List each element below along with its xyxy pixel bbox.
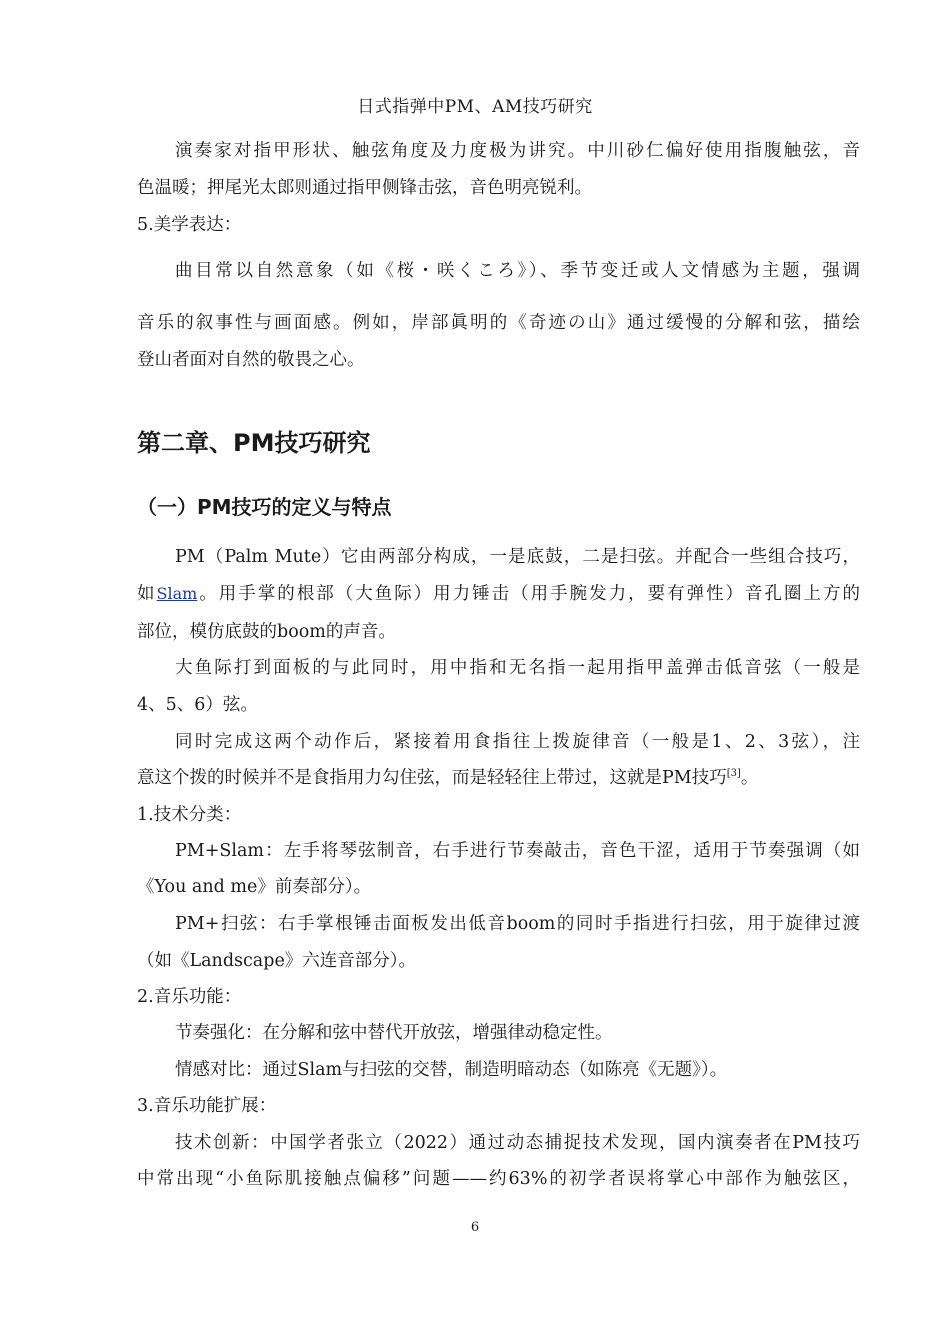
paragraph-line: PM+扫弦：右手掌根锤击面板发出低音boom的同时手指进行扫弦，用于旋律过渡 — [175, 914, 860, 934]
citation-ref[interactable]: [3] — [726, 768, 741, 780]
paragraph-line: 演奏家对指甲形状、触弦角度及力度极为讲究。中川砂仁偏好使用指腹触弦，音 — [175, 141, 860, 161]
paragraph-line: （如《Landscape》六连音部分）。 — [137, 951, 417, 971]
paragraph-line: 情感对比：通过Slam与扫弦的交替，制造明暗动态（如陈亮《无题》）。 — [175, 1060, 728, 1080]
list-heading: 5.美学表达： — [137, 215, 242, 235]
text-fragment: 。用手掌的根部（大鱼际）用力锤击（用手腕发力，要有弹性）音孔圈上方的 — [197, 584, 861, 604]
paragraph-line: 技术创新：中国学者张立（2022）通过动态捕捉技术发现，国内演奏者在PM技巧 — [175, 1133, 860, 1153]
paragraph-line: 同时完成这两个动作后，紧接着用食指往上拨旋律音（一般是1、2、3弦），注 — [175, 732, 860, 752]
paragraph-line: PM（Palm Mute）它由两部分构成，一是底鼓，二是扫弦。并配合一些组合技巧， — [175, 547, 860, 567]
text-fragment: 意这个拨的时候并不是食指用力勾住弦，而是轻轻往上带过，这就是PM技巧 — [137, 768, 727, 788]
paragraph-line: 色温暖；押尾光太郎则通过指甲侧锋击弦，音色明亮锐利。 — [137, 178, 592, 198]
paragraph-line — [137, 768, 860, 788]
paragraph-line: 大鱼际打到面板的与此同时，用中指和无名指一起用指甲盖弹击低音弦（一般是 — [175, 658, 860, 678]
chapter-title: 第二章、PM技巧研究 — [137, 429, 371, 457]
paragraph-line: PM+Slam：左手将琴弦制音，右手进行节奏敲击，音色干涩，适用于节奏强调（如 — [175, 841, 860, 861]
paragraph-line: 中常出现“小鱼际肌接触点偏移”问题——约63%的初学者误将掌心中部作为触弦区， — [137, 1169, 860, 1189]
paragraph-line: 《You and me》前奏部分）。 — [137, 877, 372, 897]
running-header: 日式指弹中PM、AM技巧研究 — [357, 97, 593, 117]
slam-link[interactable]: Slam — [156, 584, 198, 603]
page-number: 6 — [470, 1220, 480, 1235]
list-heading: 2.音乐功能： — [137, 987, 242, 1007]
paragraph-line: 4、5、6）弦。 — [137, 695, 258, 715]
paragraph-line: 曲目常以自然意象（如《桜・咲くころ》）、季节变迁或人文情感为主题，强调 — [175, 261, 860, 281]
paragraph-line: 登山者面对自然的敬畏之心。 — [137, 350, 365, 370]
section-title: （一）PM技巧的定义与特点 — [137, 495, 392, 519]
text-fragment: 。 — [740, 768, 759, 788]
text-fragment: 如 — [137, 584, 157, 604]
list-heading: 1.技术分类： — [137, 805, 242, 825]
paragraph-line — [137, 584, 860, 604]
paragraph-line: 部位，模仿底鼓的boom的声音。 — [137, 622, 396, 642]
paragraph-line: 节奏强化：在分解和弦中替代开放弦，增强律动稳定性。 — [175, 1023, 613, 1043]
paragraph-line: 音乐的叙事性与画面感。例如，岸部眞明的《奇迹の山》通过缓慢的分解和弦，描绘 — [137, 313, 860, 333]
list-heading: 3.音乐功能扩展： — [137, 1096, 277, 1116]
